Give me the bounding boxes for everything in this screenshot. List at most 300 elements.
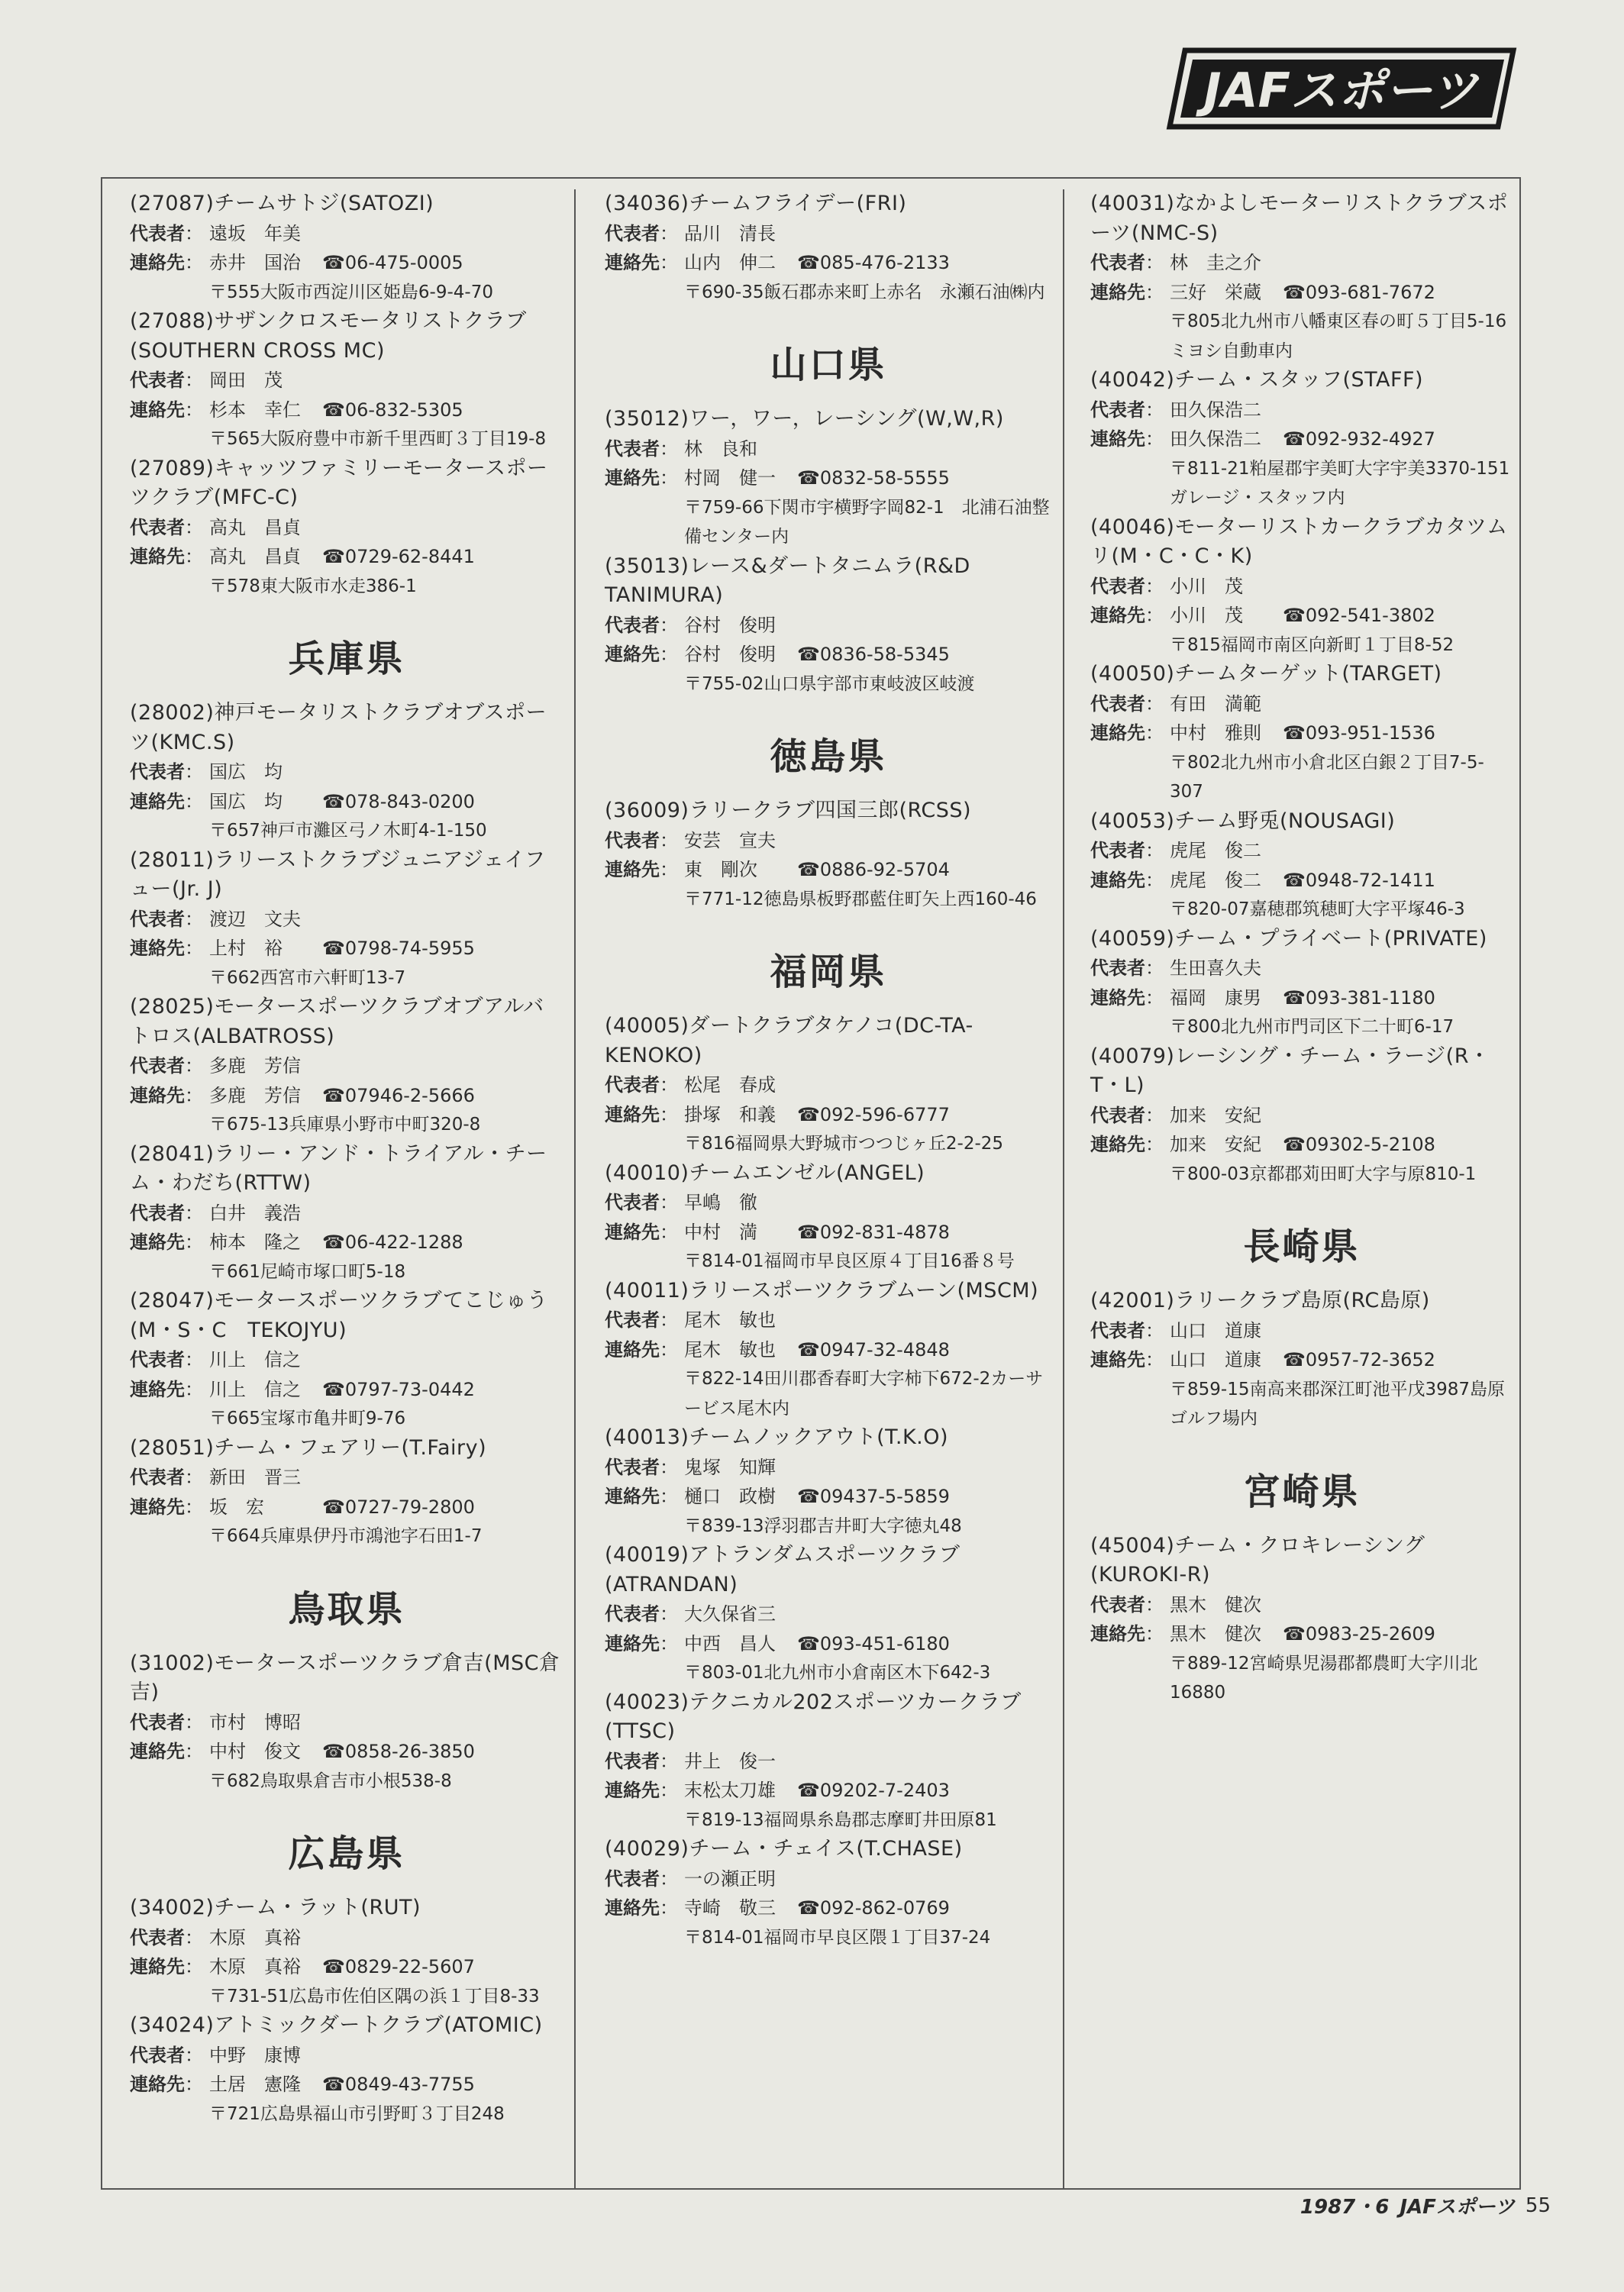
representative-label: 代表者 ： — [130, 1463, 209, 1493]
representative-name: 松尾 春成 — [684, 1074, 776, 1096]
contact-row — [605, 1482, 1052, 1512]
club-entry — [130, 307, 563, 454]
club-entry — [605, 1012, 1052, 1159]
contact-name: 小川 茂 — [1170, 605, 1243, 626]
phone-number: ☎09437-5-5859 — [797, 1486, 950, 1507]
phone-number: ☎0886-92-5704 — [797, 859, 950, 880]
contact-row — [605, 1100, 1052, 1130]
club-name: (40005)ダートクラブタケノコ(DC-TA-KENOKO) — [605, 1014, 973, 1067]
contact-name: 土居 憲隆 — [209, 2074, 301, 2095]
representative-row — [605, 434, 1052, 464]
phone-number: ☎0849-43-7755 — [322, 2074, 475, 2095]
prefecture-heading: 徳島県 — [770, 735, 887, 778]
contact-name: 上村 裕 — [209, 938, 283, 959]
contact-row — [130, 395, 563, 425]
postal-address: 〒682鳥取県倉吉市小根538-8 — [209, 1771, 452, 1791]
representative-row — [605, 826, 1052, 856]
representative-label: 代表者 ： — [130, 2041, 209, 2071]
contact-label: 連絡先 ： — [1090, 718, 1170, 748]
contact-label: 連絡先 ： — [605, 1218, 684, 1248]
contact-name: 谷村 俊明 — [684, 644, 776, 665]
representative-row — [605, 1747, 1052, 1777]
representative-label: 代表者 ： — [605, 1747, 684, 1777]
representative-label: 代表者 ： — [605, 1453, 684, 1483]
phone-number: ☎092-541-3802 — [1283, 605, 1435, 626]
contact-label: 連絡先 ： — [605, 248, 684, 278]
contact-label: 連絡先 ： — [1090, 601, 1170, 631]
representative-name: 黒木 健次 — [1170, 1593, 1261, 1616]
contact-name: 柿本 隆之 — [209, 1232, 301, 1253]
contact-name: 福岡 康男 — [1170, 986, 1261, 1009]
contact-name: 末松太刀雄 — [684, 1780, 776, 1801]
postal-address: 〒755-02山口県宇部市東岐波区岐渡 — [684, 673, 975, 694]
representative-name: 遠坂 年美 — [209, 222, 301, 244]
postal-address: 〒771-12徳島県板野郡藍住町矢上西160-46 — [684, 889, 1037, 909]
representative-name: 安芸 宣夫 — [684, 829, 776, 851]
representative-name: 国広 均 — [209, 761, 283, 783]
contact-label: 連絡先 ： — [130, 934, 209, 964]
representative-label: 代表者 ： — [1090, 1590, 1170, 1620]
contact-row — [1090, 278, 1513, 308]
contact-label: 連絡先 ： — [1090, 278, 1170, 308]
contact-name: 三好 栄蔵 — [1170, 281, 1261, 303]
postal-address: 〒657神戸市灘区弓ノ木町4-1-150 — [209, 821, 487, 841]
representative-name: 小川 茂 — [1170, 575, 1243, 597]
contact-name: 木原 真裕 — [209, 1956, 301, 1977]
representative-label: 代表者 ： — [1090, 395, 1170, 425]
issue-date: 1987・6 — [1300, 2196, 1390, 2219]
prefecture-heading: 福岡県 — [770, 951, 887, 993]
representative-row — [1090, 1101, 1513, 1131]
representative-row — [130, 1923, 563, 1953]
contact-label: 連絡先 ： — [130, 1081, 209, 1111]
phone-number: ☎0858-26-3850 — [322, 1741, 475, 1762]
contact-label: 連絡先 ： — [605, 1893, 684, 1923]
phone-number: ☎0983-25-2609 — [1283, 1623, 1435, 1645]
jaf-sports-logo — [1168, 44, 1530, 134]
representative-row — [130, 1199, 563, 1228]
club-name: (40079)レーシング・チーム・ラージ(R・T・L) — [1090, 1044, 1490, 1097]
postal-address: 〒819-13福岡県糸島郡志摩町井田原81 — [684, 1809, 997, 1830]
representative-label: 代表者 ： — [130, 1923, 209, 1953]
contact-label: 連絡先 ： — [130, 542, 209, 572]
contact-name: 中西 昌人 — [684, 1632, 776, 1654]
contact-row — [1090, 1619, 1513, 1649]
representative-row — [130, 2041, 563, 2071]
postal-address: 〒802北九州市小倉北区白銀２丁目7-5-307 — [1170, 752, 1484, 802]
club-entry — [1090, 660, 1513, 807]
representative-row — [130, 757, 563, 787]
club-name: (40042)チーム・スタッフ(STAFF) — [1090, 368, 1424, 392]
contact-row — [605, 248, 1052, 278]
postal-address: 〒814-01福岡市早良区隈１丁目37-24 — [684, 1927, 991, 1948]
club-entry — [605, 796, 1052, 914]
contact-name: 東 剛次 — [684, 859, 757, 880]
club-entry — [130, 1286, 563, 1434]
representative-row — [1090, 248, 1513, 278]
postal-address: 〒822-14田川郡香春町大字柿下672-2カーサービス尾木内 — [684, 1369, 1044, 1419]
representative-label: 代表者 ： — [1090, 572, 1170, 602]
contact-label: 連絡先 ： — [130, 248, 209, 278]
contact-row — [130, 2070, 563, 2100]
club-name: (28047)モータースポーツクラブてこじゅう(M・S・C TEKOJYU) — [130, 1289, 548, 1342]
club-entry — [605, 552, 1052, 699]
contact-name: 山内 伸二 — [684, 252, 776, 273]
representative-row — [130, 1463, 563, 1493]
contact-row — [1090, 1130, 1513, 1160]
club-name: (35012)ワー，ワー，レーシング(W,W,R) — [605, 407, 1004, 431]
column-1 — [102, 189, 574, 2188]
prefecture-heading: 鳥取県 — [288, 1587, 405, 1631]
contact-name: 田久保浩二 — [1170, 428, 1261, 450]
club-entry — [1090, 1042, 1513, 1190]
postal-address: 〒816福岡県大野城市つつじヶ丘2-2-25 — [684, 1134, 1004, 1154]
contact-label: 連絡先 ： — [605, 1100, 684, 1130]
representative-label: 代表者 ： — [605, 1070, 684, 1100]
contact-name: 杉本 幸仁 — [209, 399, 301, 421]
phone-number: ☎092-862-0769 — [797, 1897, 950, 1919]
postal-address: 〒800-03京都郡苅田町大字与原810-1 — [1170, 1164, 1477, 1184]
representative-name: 品川 清長 — [684, 222, 776, 244]
contact-label: 連絡先 ： — [130, 1952, 209, 1982]
contact-label: 連絡先 ： — [130, 395, 209, 425]
directory-frame — [101, 177, 1528, 2190]
phone-number: ☎06-422-1288 — [322, 1232, 463, 1253]
postal-address: 〒665宝塚市亀井町9-76 — [209, 1409, 406, 1428]
club-name: (27088)サザンクロスモータリストクラブ(SOUTHERN CROSS MC) — [130, 309, 527, 363]
representative-name: 一の瀬正明 — [684, 1867, 776, 1890]
club-entry — [605, 405, 1052, 552]
contact-row — [1090, 866, 1513, 896]
club-name: (40029)チーム・チェイス(T.CHASE) — [605, 1837, 963, 1861]
representative-name: 加来 安紀 — [1170, 1104, 1261, 1126]
club-entry — [1090, 1532, 1513, 1708]
postal-address: 〒578東大阪市水走386-1 — [209, 576, 417, 596]
club-name: (27089)キャッツファミリーモータースポーツクラブ(MFC-C) — [130, 456, 548, 509]
contact-row — [605, 463, 1052, 493]
phone-number: ☎092-831-4878 — [797, 1221, 950, 1243]
representative-name: 林 圭之介 — [1170, 252, 1261, 273]
representative-row — [605, 219, 1052, 249]
page-number: 55 — [1525, 2194, 1551, 2217]
representative-name: 井上 俊一 — [684, 1750, 776, 1772]
representative-label: 代表者 ： — [130, 1051, 209, 1081]
representative-name: 虎尾 俊二 — [1170, 840, 1261, 861]
contact-label: 連絡先 ： — [605, 1482, 684, 1512]
club-entry — [605, 1277, 1052, 1424]
phone-number: ☎0829-22-5607 — [322, 1956, 475, 1977]
postal-address: 〒721広島県福山市引野町３丁目248 — [209, 2103, 505, 2124]
club-name: (40050)チームターゲット(TARGET) — [1090, 662, 1442, 686]
representative-row — [605, 1188, 1052, 1218]
postal-address: 〒803-01北九州市小倉南区木下642-3 — [684, 1663, 991, 1683]
representative-label: 代表者 ： — [1090, 954, 1170, 983]
contact-row — [605, 1776, 1052, 1806]
representative-name: 林 良和 — [684, 437, 757, 460]
contact-row — [130, 1375, 563, 1405]
postal-address: 〒662西宮市六軒町13-7 — [209, 967, 406, 988]
club-entry — [130, 1140, 563, 1287]
phone-number: ☎093-381-1180 — [1283, 986, 1435, 1009]
contact-label: 連絡先 ： — [605, 1776, 684, 1806]
contact-row — [130, 934, 563, 964]
postal-address: 〒859-15南高来郡深江町池平戊3987島原ゴルフ場内 — [1170, 1379, 1505, 1428]
club-entry — [130, 846, 563, 993]
club-entry — [1090, 807, 1513, 925]
club-name: (40011)ラリースポーツクラブムーン(MSCM) — [605, 1278, 1039, 1303]
postal-address: 〒889-12宮崎県児湯郡都農町大字川北16880 — [1170, 1653, 1478, 1703]
phone-number: ☎09202-7-2403 — [797, 1780, 950, 1801]
contact-name: 高丸 昌貞 — [209, 546, 301, 567]
representative-row — [605, 1070, 1052, 1100]
representative-name: 尾木 敏也 — [684, 1309, 776, 1331]
club-entry — [130, 189, 563, 307]
contact-name: 多鹿 芳信 — [209, 1084, 301, 1106]
postal-address: 〒675-13兵庫県小野市中町320-8 — [209, 1115, 481, 1135]
representative-label: 代表者 ： — [605, 1306, 684, 1335]
club-name: (40023)テクニカル202スポーツカークラブ(TTSC) — [605, 1690, 1022, 1743]
representative-name: 高丸 昌貞 — [209, 516, 301, 538]
contact-label: 連絡先 ： — [1090, 425, 1170, 454]
postal-address: 〒555大阪市西淀川区姫島6-9-4-70 — [209, 282, 493, 302]
representative-row — [1090, 395, 1513, 425]
prefecture-heading: 山口県 — [770, 344, 887, 386]
representative-row — [1090, 572, 1513, 602]
contact-row — [1090, 718, 1513, 748]
club-name: (34036)チームフライデー(FRI) — [605, 192, 907, 215]
contact-row — [130, 1228, 563, 1257]
phone-number: ☎093-451-6180 — [797, 1632, 950, 1654]
representative-label: 代表者 ： — [605, 1188, 684, 1218]
club-name: (40010)チームエンゼル(ANGEL) — [605, 1161, 925, 1185]
representative-label: 代表者 ： — [1090, 1316, 1170, 1346]
contact-label: 連絡先 ： — [1090, 1345, 1170, 1375]
representative-row — [130, 905, 563, 935]
representative-label: 代表者 ： — [605, 611, 684, 641]
club-name: (28041)ラリー・アンド・トライアル・チーム・わだち(RTTW) — [130, 1141, 547, 1195]
prefecture-heading: 兵庫県 — [288, 638, 405, 680]
postal-address: 〒814-01福岡市早良区原４丁目16番８号 — [684, 1251, 1015, 1271]
contact-row — [1090, 1345, 1513, 1375]
club-name: (34024)アトミックダートクラブ(ATOMIC) — [130, 2013, 543, 2037]
phone-number: ☎093-951-1536 — [1283, 722, 1435, 744]
representative-name: 市村 博昭 — [209, 1711, 301, 1733]
representative-label: 代表者 ： — [130, 1199, 209, 1228]
representative-name: 大久保省三 — [684, 1603, 776, 1625]
contact-name: 村岡 健一 — [684, 467, 776, 489]
club-entry — [130, 993, 563, 1140]
contact-label: 連絡先 ： — [130, 2070, 209, 2100]
contact-row — [1090, 601, 1513, 631]
representative-row — [1090, 954, 1513, 983]
contact-name: 尾木 敏也 — [684, 1338, 776, 1361]
contact-label: 連絡先 ： — [130, 1493, 209, 1522]
contact-name: 黒木 健次 — [1170, 1623, 1261, 1645]
representative-label: 代表者 ： — [130, 905, 209, 935]
club-entry — [130, 699, 563, 846]
representative-name: 川上 信之 — [209, 1349, 301, 1370]
representative-row — [605, 1600, 1052, 1629]
club-entry — [1090, 925, 1513, 1042]
club-entry — [1090, 189, 1525, 366]
contact-name: 中村 満 — [684, 1221, 757, 1243]
contact-name: 樋口 政樹 — [684, 1486, 776, 1507]
representative-name: 木原 真裕 — [209, 1926, 301, 1948]
contact-name: 掛塚 和義 — [684, 1103, 776, 1125]
representative-row — [605, 1306, 1052, 1335]
logo-text: JAFスポーツ — [1203, 63, 1478, 118]
contact-name: 赤井 国治 — [209, 252, 301, 273]
club-entry — [605, 1159, 1052, 1277]
representative-row — [1090, 1590, 1513, 1620]
phone-number: ☎06-475-0005 — [322, 252, 463, 273]
representative-row — [605, 611, 1052, 641]
club-entry — [1090, 513, 1513, 660]
postal-address: 〒815福岡市南区向新町１丁目8-52 — [1170, 634, 1454, 655]
club-name: (40013)チームノックアウト(T.K.O) — [605, 1425, 949, 1449]
contact-row — [130, 1081, 563, 1111]
postal-address: 〒800北九州市門司区下二十町6-17 — [1170, 1017, 1454, 1037]
phone-number: ☎0729-62-8441 — [322, 546, 475, 567]
contact-row — [605, 640, 1052, 670]
phone-number: ☎0727-79-2800 — [322, 1496, 475, 1518]
club-entry — [130, 2011, 563, 2129]
contact-name: 山口 道康 — [1170, 1349, 1261, 1370]
representative-label: 代表者 ： — [1090, 1101, 1170, 1131]
postal-address: 〒690-35飯石郡赤来町上赤名 永瀬石油㈱内 — [684, 282, 1045, 302]
contact-row — [605, 1893, 1052, 1923]
phone-number: ☎09302-5-2108 — [1283, 1134, 1435, 1155]
representative-name: 山口 道康 — [1170, 1319, 1261, 1341]
contact-label: 連絡先 ： — [605, 855, 684, 885]
phone-number: ☎07946-2-5666 — [322, 1084, 475, 1106]
column-3 — [1063, 189, 1528, 2188]
representative-row — [130, 1345, 563, 1375]
representative-name: 生田喜久夫 — [1170, 957, 1261, 979]
contact-row — [130, 787, 563, 817]
phone-number: ☎0832-58-5555 — [797, 467, 950, 489]
representative-label: 代表者 ： — [605, 1600, 684, 1629]
contact-label: 連絡先 ： — [605, 1629, 684, 1659]
column-2 — [574, 189, 1063, 2188]
representative-label: 代表者 ： — [1090, 248, 1170, 278]
representative-row — [130, 219, 563, 249]
representative-label: 代表者 ： — [1090, 836, 1170, 866]
contact-row — [130, 542, 563, 572]
contact-label: 連絡先 ： — [1090, 983, 1170, 1013]
representative-label: 代表者 ： — [605, 1864, 684, 1894]
representative-row — [1090, 689, 1513, 719]
representative-label: 代表者 ： — [605, 434, 684, 464]
prefecture-heading: 宮崎県 — [1243, 1470, 1361, 1513]
contact-label: 連絡先 ： — [1090, 1130, 1170, 1160]
contact-name: 寺崎 敬三 — [684, 1897, 776, 1919]
postal-address: 〒811-21粕屋郡宇美町大字宇美3370-151 ガレージ・スタッフ内 — [1170, 458, 1528, 508]
contact-label: 連絡先 ： — [605, 640, 684, 670]
representative-label: 代表者 ： — [130, 219, 209, 249]
phone-number: ☎093-681-7672 — [1283, 281, 1435, 303]
contact-label: 連絡先 ： — [130, 1737, 209, 1767]
representative-row — [605, 1453, 1052, 1483]
club-name: (28051)チーム・フェアリー(T.Fairy) — [130, 1435, 487, 1460]
club-entry — [1090, 1286, 1513, 1434]
contact-row — [130, 248, 563, 278]
contact-name: 川上 信之 — [209, 1378, 301, 1400]
contact-row — [605, 855, 1052, 885]
representative-label: 代表者 ： — [130, 757, 209, 787]
postal-address: 〒820-07嘉穂郡筑穂町大字平塚46-3 — [1170, 899, 1465, 919]
club-entry — [130, 1893, 563, 2011]
club-entry — [605, 189, 1052, 307]
club-entry — [605, 1423, 1052, 1541]
representative-label: 代表者 ： — [130, 1708, 209, 1738]
contact-row — [130, 1952, 563, 1982]
phone-number: ☎0948-72-1411 — [1283, 869, 1435, 891]
contact-label: 連絡先 ： — [1090, 1619, 1170, 1649]
phone-number: ☎0836-58-5345 — [797, 644, 950, 665]
phone-number: ☎0797-73-0442 — [322, 1378, 475, 1400]
contact-row — [130, 1493, 563, 1522]
footer-brand: JAFスポーツ — [1400, 2196, 1515, 2219]
contact-label: 連絡先 ： — [130, 787, 209, 817]
postal-address: 〒565大阪府豊中市新千里西町３丁目19-8 — [209, 429, 547, 449]
phone-number: ☎078-843-0200 — [322, 790, 475, 812]
contact-name: 中村 俊文 — [209, 1741, 301, 1762]
club-name: (36009)ラリークラブ四国三郎(RCSS) — [605, 799, 972, 822]
representative-name: 岡田 茂 — [209, 370, 283, 391]
representative-label: 代表者 ： — [605, 219, 684, 249]
prefecture-heading: 長崎県 — [1243, 1225, 1361, 1268]
club-entry — [130, 1434, 563, 1551]
representative-row — [130, 1708, 563, 1738]
contact-label: 連絡先 ： — [130, 1228, 209, 1257]
club-name: (34002)チーム・ラット(RUT) — [130, 1896, 421, 1919]
representative-name: 白井 義浩 — [209, 1202, 301, 1224]
postal-address: 〒759-66下関市宇横野字岡82-1 北浦石油整備センター内 — [684, 497, 1050, 547]
contact-label: 連絡先 ： — [1090, 866, 1170, 896]
contact-label: 連絡先 ： — [605, 1335, 684, 1365]
club-name: (28002)神戸モータリストクラブオブスポーツ(KMC.S) — [130, 701, 547, 754]
phone-number: ☎0947-32-4848 — [797, 1338, 950, 1361]
phone-number: ☎085-476-2133 — [797, 252, 950, 273]
representative-label: 代表者 ： — [130, 366, 209, 395]
contact-row — [130, 1737, 563, 1767]
contact-name: 国広 均 — [209, 790, 283, 812]
club-name: (45004)チーム・クロキレーシング(KUROKI-R) — [1090, 1533, 1425, 1587]
contact-row — [605, 1218, 1052, 1248]
representative-label: 代表者 ： — [130, 513, 209, 543]
representative-name: 新田 晋三 — [209, 1467, 301, 1488]
representative-name: 鬼塚 知輝 — [684, 1456, 776, 1478]
postal-address: 〒664兵庫県伊丹市鴻池字石田1-7 — [209, 1526, 483, 1546]
postal-address: 〒661尼崎市塚口町5-18 — [209, 1261, 406, 1282]
contact-name: 坂 宏 — [209, 1496, 264, 1518]
club-name: (40019)アトランダムスポーツクラブ(ATRANDAN) — [605, 1543, 961, 1596]
club-name: (28025)モータースポーツクラブオブアルバトロス(ALBATROSS) — [130, 995, 544, 1048]
phone-number: ☎06-832-5305 — [322, 399, 463, 421]
club-entry — [605, 1688, 1052, 1835]
representative-name: 早嶋 徹 — [684, 1192, 757, 1213]
club-entry — [605, 1835, 1052, 1952]
page-footer — [1300, 2191, 1551, 2219]
representative-row — [130, 1051, 563, 1081]
contact-label: 連絡先 ： — [130, 1375, 209, 1405]
club-name: (40046)モーターリストカークラブカタツムリ(M・C・C・K) — [1090, 515, 1508, 568]
contact-name: 中村 雅則 — [1170, 722, 1261, 744]
contact-name: 加来 安紀 — [1170, 1134, 1261, 1155]
contact-row — [605, 1335, 1052, 1365]
postal-address: 〒805北九州市八幡東区春の町５丁目5-16 ミヨシ自動車内 — [1170, 312, 1525, 361]
